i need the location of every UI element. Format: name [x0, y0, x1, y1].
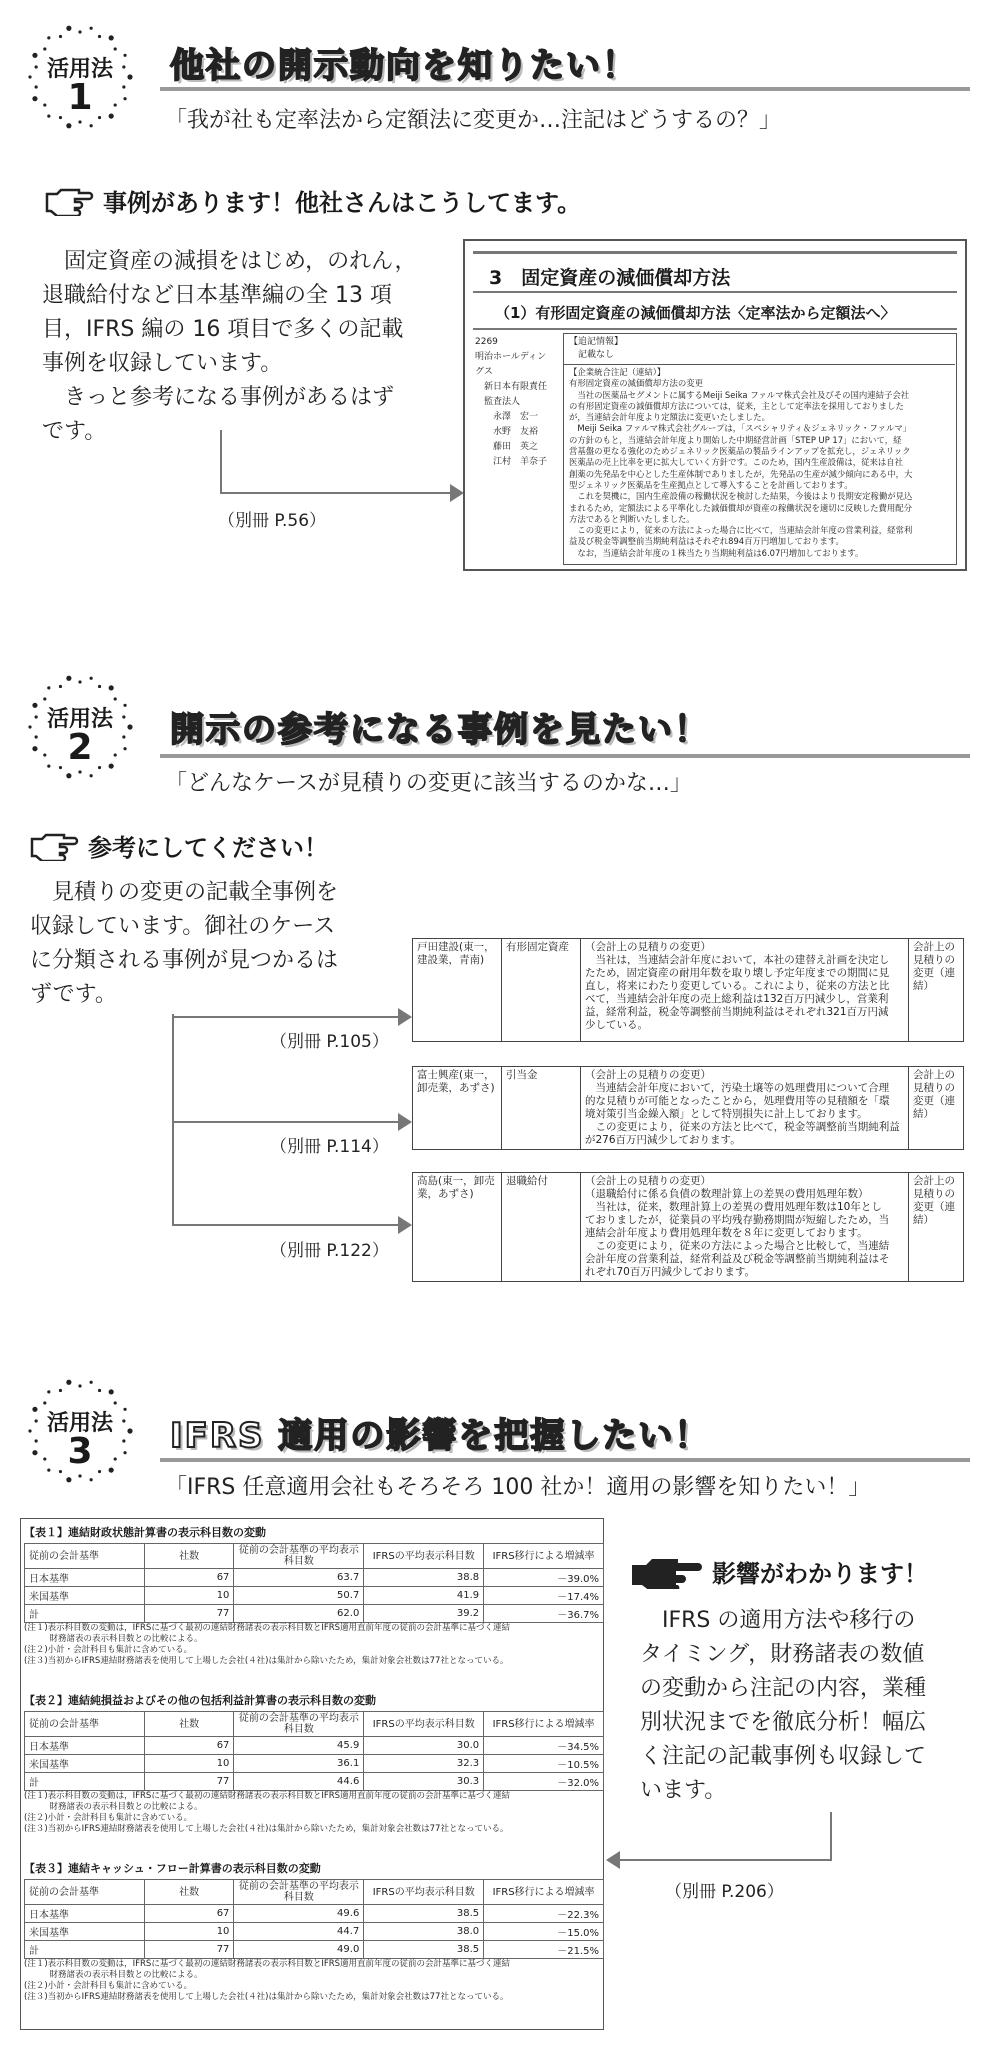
table-cell: 10 [144, 1755, 234, 1773]
case-line: この変更により，従来の方法と比べて，税金等調整前当期純利益 [585, 1121, 900, 1133]
column-header: 従前の会計基準の平均表示科目数 [234, 1712, 364, 1737]
table-cell: 44.7 [234, 1923, 364, 1941]
column-header: IFRS移行による増減率 [484, 1712, 604, 1737]
note-line: 営基盤の更なる強化のためジェネリック医薬品の製品ラインアップを拡充し，ジェネリック [569, 446, 911, 457]
table-cell: －22.3% [484, 1905, 604, 1923]
table-cell: 36.1 [234, 1755, 364, 1773]
table-notes [24, 1959, 604, 2003]
column-header: IFRSの平均表示科目数 [364, 1880, 484, 1905]
body-line: 退職給付など日本基準編の全 13 項 [42, 283, 392, 308]
table-cell: 50.7 [234, 1587, 364, 1605]
table-cell: 77 [144, 1941, 234, 1959]
case-line: ておりましたが，従業員の平均残存勤務期間が短縮したため，当 [585, 1214, 890, 1226]
table-cell: 67 [144, 1905, 234, 1923]
table-cell: 38.5 [364, 1905, 484, 1923]
badge-3 [25, 1376, 135, 1486]
stat-table [24, 1711, 604, 1791]
table-cell: 41.9 [364, 1587, 484, 1605]
note-line: (注１)表示科目数の変動は，IFRSに基づく最初の連結財務諸表の表示科目数とIFRS適用直前年度の従前の会計基準に基づく連結 [24, 1959, 511, 1969]
table-cell: 30.3 [364, 1773, 484, 1791]
connector-line [172, 1224, 400, 1226]
note-line: 益及び税金等調整前当期純利益はそれぞれ894百万円増加しております。 [569, 536, 844, 547]
table-cell: 米国基準 [25, 1587, 145, 1605]
connector-line [220, 492, 452, 494]
company-line: 永澤 宏一 [475, 412, 539, 422]
case-item: 有形固定資産 [502, 939, 581, 1042]
case-line: 当連結会計年度において，汚染土壌等の処理費用について合理 [585, 1082, 890, 1094]
connector-line [620, 1859, 832, 1861]
starburst-dot [66, 676, 71, 681]
section-heading: IFRS 適用の影響を把握したい！ [170, 1416, 711, 1456]
table-cell: －10.5% [484, 1755, 604, 1773]
note-line: この変更により，従来の方法によった場合に比べて，当連結会計年度の営業利益，経常利 [569, 525, 913, 536]
table-title: 【表２】連結純損益およびその他の包括利益計算書の表示科目数の変動 [24, 1694, 376, 1707]
starburst-dot [66, 1477, 71, 1482]
table-cell: 49.0 [234, 1941, 364, 1959]
column-header: 従前の会計基準の平均表示科目数 [234, 1544, 364, 1569]
note-line: が，当連結会計年度より定額法に変更いたしました。 [569, 412, 770, 423]
section-body [640, 1604, 970, 1808]
table-cell: 計 [25, 1773, 145, 1791]
note-divider [563, 364, 955, 365]
arrow-right-icon [398, 1008, 412, 1026]
connector-line [220, 430, 222, 493]
table-cell: 米国基準 [25, 1755, 145, 1773]
table-row [25, 1941, 604, 1959]
note-line: 記載なし [569, 349, 615, 360]
starburst-dot [59, 35, 62, 38]
starburst-dot [47, 686, 50, 689]
section-quote: 「我が社も定率法から定額法に変更か…注記はどうするの？」 [165, 108, 782, 133]
table-cell: 49.6 [234, 1905, 364, 1923]
note-line: (注３)当初からIFRS連結財務諸表を使用して上場した会社(４社)は集計から除いたため，集計対象会社数は77社となっている。 [24, 1824, 509, 1834]
case-company: 高島(東一，卸売業，あずさ) [413, 1173, 502, 1282]
case-line: （会計上の見積りの変更） [585, 1069, 711, 1081]
section-heading: 開示の参考になる事例を見たい！ [170, 710, 710, 750]
page-reference: （別冊 P.105） [270, 1032, 389, 1052]
section-quote: 「どんなケースが見積りの変更に該当するのかな…」 [165, 771, 692, 796]
table-cell: 67 [144, 1569, 234, 1587]
body-line: タイミング，財務諸表の数値 [640, 1642, 925, 1667]
case-line: れぞれ70百万円減少しております。 [585, 1266, 756, 1278]
table-cell: 38.8 [364, 1569, 484, 1587]
body-line: に分類される事例が見つかるは [30, 948, 339, 973]
table-cell: 米国基準 [25, 1923, 145, 1941]
note-line: (注２)小計・会計科目も集計に含めている。 [24, 1981, 193, 1991]
page-reference: （別冊 P.56） [218, 511, 327, 531]
starburst-dot [114, 47, 117, 50]
starburst-dot [66, 1380, 71, 1385]
starburst-dot [47, 1390, 50, 1393]
case-line: 境対策引当金繰入額」として特別損失に計上しております。 [585, 1108, 868, 1120]
table-row [25, 1569, 604, 1587]
table-cell: 77 [144, 1773, 234, 1791]
table-title: 【表１】連結財政状態計算書の表示科目数の変動 [24, 1526, 266, 1539]
table-row [25, 1755, 604, 1773]
arrow-right-icon [450, 484, 464, 502]
table-cell: 30.0 [364, 1737, 484, 1755]
starburst-dot [90, 1381, 93, 1384]
starburst-dot [109, 35, 114, 40]
starburst-dot [78, 1474, 81, 1477]
column-header: 社数 [144, 1880, 234, 1905]
column-header: IFRS移行による増減率 [484, 1544, 604, 1569]
table-cell: 77 [144, 1605, 234, 1623]
body-line: 収録しています。御社のケース [30, 914, 336, 939]
company-line: 江村 羊奈子 [475, 457, 548, 467]
case-type: 会計上の見積りの変更（連結） [909, 1067, 964, 1150]
starburst-dot [59, 685, 62, 688]
company-line: グス [475, 367, 493, 377]
table-cell: 44.6 [234, 1773, 364, 1791]
arrow-left-icon [606, 1851, 620, 1869]
note-line: 有形固定資産の減価償却方法の変更 [569, 378, 703, 389]
table-header-row [25, 1712, 604, 1737]
starburst-dot [59, 116, 62, 119]
table-cell: 38.0 [364, 1923, 484, 1941]
note-line: (注１)表示科目数の変動は，IFRSに基づく最初の連結財務諸表の表示科目数とIFRS適用直前年度の従前の会計基準に基づく連結 [24, 1791, 511, 1801]
badge-number: 2 [67, 727, 93, 768]
pointing-hand-icon [628, 1553, 704, 1589]
starburst-dot [43, 1401, 46, 1404]
pointing-hand-icon [30, 831, 80, 861]
table-cell: 67 [144, 1737, 234, 1755]
table-cell: －17.4% [484, 1587, 604, 1605]
column-header: IFRSの平均表示科目数 [364, 1544, 484, 1569]
body-line: く注記の記載事例も収録して [640, 1744, 927, 1769]
case-line: 当社は，従来，数理計算上の差異の費用処理年数は10年とし [585, 1201, 882, 1213]
case-line: が276百万円減少しております。 [585, 1134, 741, 1146]
subheading-text: 参考にしてください！ [88, 834, 328, 862]
starburst-dot [90, 124, 93, 127]
starburst-dot [59, 1470, 62, 1473]
case-company: 富士興産(東一，卸売業，あずさ) [413, 1067, 502, 1150]
badge-number: 3 [67, 1431, 93, 1472]
note-line: の方針のもと，当連結会計年度より開始した中期経営計画「STEP UP 17」において，経 [569, 434, 902, 445]
body-line: います。 [640, 1778, 727, 1803]
example-excerpt [463, 239, 967, 571]
starburst-dot [98, 35, 101, 38]
body-line: 固定資産の減損をはじめ，のれん， [42, 249, 417, 274]
note-line: (注３)当初からIFRS連結財務諸表を使用して上場した会社(４社)は集計から除いたため，集計対象会社数は77社となっている。 [24, 1656, 509, 1666]
starburst-dot [90, 27, 93, 30]
case-line: （会計上の見積りの変更） [585, 1175, 711, 1187]
excerpt-title: 3 固定資産の減価償却方法 [489, 267, 731, 289]
page-reference: （別冊 P.122） [270, 1241, 389, 1261]
body-line: です。 [42, 419, 107, 444]
company-line: 水野 友裕 [475, 427, 539, 437]
table-cell: －32.0% [484, 1773, 604, 1791]
note-line: なお，当連結会計年度の１株当たり当期純利益は6.07円増加しております。 [569, 547, 864, 558]
case-text [581, 1067, 909, 1150]
note-line: (注２)小計・会計科目も集計に含めている。 [24, 1813, 193, 1823]
subheading [45, 183, 581, 218]
column-header: 従前の会計基準の平均表示科目数 [234, 1880, 364, 1905]
case-text [581, 1173, 909, 1282]
body-line: の変動から注記の内容，業種 [640, 1676, 927, 1701]
note-line: 財務諸表の表示科目数との比較による。 [24, 1970, 203, 1980]
starburst-dot [98, 116, 101, 119]
note-line: 【企業統合注記（連結）】 [569, 367, 666, 377]
company-line: 監査法人 [475, 397, 521, 407]
starburst-dot [47, 36, 50, 39]
table-cell: 39.2 [364, 1605, 484, 1623]
excerpt-rule [473, 328, 957, 330]
company-line: 新日本有限責任 [475, 382, 548, 392]
case-type: 会計上の見積りの変更（連結） [909, 939, 964, 1042]
table-title: 【表３】連結キャッシュ・フロー計算書の表示科目数の変動 [24, 1862, 321, 1875]
case-line: 的な見積りが可能となったことから，処理費用等の見積額を「環 [585, 1095, 890, 1107]
column-header: IFRS移行による増減率 [484, 1880, 604, 1905]
note-line: これを契機に，国内生産設備の稼働状況を検討した結果，今後はより長期安定稼働が見込 [569, 491, 913, 502]
table-row [25, 1737, 604, 1755]
case-line: （退職給付に係る負債の数理計算上の差異の費用処理年数） [585, 1188, 869, 1200]
column-header: IFRSの平均表示科目数 [364, 1712, 484, 1737]
table-cell: －15.0% [484, 1923, 604, 1941]
badge-label: 活用法 [46, 707, 113, 732]
case-line: （会計上の見積りの変更） [585, 941, 711, 953]
table-cell: 日本基準 [25, 1569, 145, 1587]
table-cell: 32.3 [364, 1755, 484, 1773]
starburst-dot [78, 770, 81, 773]
note-line: まれるため，定額法による平準化した減価償却が資産の稼働状況を適切に反映した費用配分 [569, 502, 913, 513]
arrow-right-icon [398, 1113, 412, 1131]
note-line: 当社の医薬品セグメントに属するMeiji Seika ファルマ株式会社及びその国内連結子会社 [569, 389, 910, 400]
stat-table-3 [24, 1860, 604, 2003]
case-line: 直し，将来にわたり変更している。これにより，従来の方法と比 [585, 980, 890, 992]
case-type: 会計上の見積りの変更（連結） [909, 1173, 964, 1282]
starburst-dot [109, 685, 114, 690]
starburst-dot [90, 677, 93, 680]
table-row [25, 1587, 604, 1605]
starburst-dot [59, 1389, 62, 1392]
table-cell: －36.7% [484, 1605, 604, 1623]
starburst-dot [98, 766, 101, 769]
table-cell: 日本基準 [25, 1905, 145, 1923]
body-line: 事例を収録しています。 [42, 351, 283, 376]
table-header-row [25, 1544, 604, 1569]
body-line: 見積りの変更の記載全事例を [30, 880, 339, 905]
starburst-dot [59, 766, 62, 769]
table-cell: 10 [144, 1923, 234, 1941]
case-row [413, 1067, 964, 1150]
divider [160, 1458, 970, 1462]
table-cell: 計 [25, 1941, 145, 1959]
company-line: 明治ホールディン [475, 352, 547, 362]
company-line: 2269 [475, 337, 498, 347]
badge-number: 1 [67, 77, 93, 118]
case-table [412, 1066, 964, 1150]
excerpt-subtitle: （1）有形固定資産の減価償却方法〈定率法から定額法へ〉 [495, 304, 896, 322]
section-body [42, 245, 442, 449]
divider [160, 87, 970, 91]
column-header: 従前の会計基準 [25, 1544, 145, 1569]
connector-line [830, 1812, 832, 1860]
table-notes [24, 1623, 604, 1667]
case-row [413, 1173, 964, 1282]
subheading-text: 事例があります！他社さんはこうしてます。 [103, 189, 582, 217]
column-header: 従前の会計基準 [25, 1712, 145, 1737]
stat-table-1 [24, 1524, 604, 1667]
column-header: 社数 [144, 1544, 234, 1569]
note-line: (注２)小計・会計科目も集計に含めている。 [24, 1645, 193, 1655]
table-header-row [25, 1880, 604, 1905]
note-line: 型ジェネリック医薬品を生産拠点として導入することを計画しております。 [569, 479, 853, 490]
table-notes [24, 1791, 604, 1835]
starburst-dot [43, 697, 46, 700]
starburst-dot [90, 1478, 93, 1481]
note-line: 財務諸表の表示科目数との比較による。 [24, 1802, 203, 1812]
connector-line [172, 1121, 400, 1123]
starburst-dot [66, 26, 71, 31]
stat-table [24, 1879, 604, 1959]
divider [160, 754, 970, 758]
connector-line [172, 1014, 174, 1226]
section-quote: 「IFRS 任意適用会社もそろそろ 100 社か！適用の影響を知りたい！」 [165, 1475, 871, 1500]
case-item: 引当金 [502, 1067, 581, 1150]
note-line: Meiji Seika ファルマ株式会社グループは，「スペシャリティ＆ジェネリック・ファルマ」 [569, 423, 912, 434]
case-line: 当社は，当連結会計年度において，本社の建替え計画を決定し [585, 954, 890, 966]
table-cell: 45.9 [234, 1737, 364, 1755]
pointing-hand-icon [45, 186, 95, 216]
starburst-dot [114, 1401, 117, 1404]
section-heading: 他社の開示動向を知りたい！ [170, 46, 638, 86]
body-line: きっと参考になる事例があるはず [42, 385, 395, 410]
column-header: 従前の会計基準 [25, 1880, 145, 1905]
starburst-dot [78, 680, 81, 683]
table-cell: 38.5 [364, 1941, 484, 1959]
column-header: 社数 [144, 1712, 234, 1737]
case-line: 少している。 [585, 1019, 648, 1031]
excerpt-rule [473, 251, 957, 254]
case-line: 連結会計年度より費用処理年数を８年に変更しております。 [585, 1227, 868, 1239]
company-column [475, 335, 555, 470]
starburst-dot [43, 47, 46, 50]
case-table [412, 1172, 964, 1282]
table-row [25, 1605, 604, 1623]
page-reference: （別冊 P.114） [270, 1137, 389, 1157]
case-company: 戸田建設(東一，建設業，青南) [413, 939, 502, 1042]
starburst-dot [98, 1470, 101, 1473]
starburst-dot [114, 697, 117, 700]
starburst-dot [109, 1389, 114, 1394]
note-line: 【追記情報】 [569, 337, 624, 347]
starburst-dot [78, 30, 81, 33]
excerpt-rule [473, 291, 957, 293]
table-cell: 10 [144, 1587, 234, 1605]
case-table [412, 938, 964, 1042]
starburst-dot [98, 1389, 101, 1392]
case-line: この変更により，従来の方法によった場合と比較して，当連結 [585, 1240, 890, 1252]
table-row [25, 1773, 604, 1791]
note-line: 財務諸表の表示科目数との比較による。 [24, 1634, 203, 1644]
table-cell: －21.5% [484, 1941, 604, 1959]
body-line: 別状況までを徹底分析！幅広 [640, 1710, 927, 1735]
case-row [413, 939, 964, 1042]
case-line: べて，当連結会計年度の売上総利益は132百万円減少し，営業利 [585, 993, 889, 1005]
subheading-text: 影響がわかります！ [712, 1559, 928, 1588]
table-cell: 日本基準 [25, 1737, 145, 1755]
starburst-dot [66, 123, 71, 128]
body-line: ずです。 [30, 982, 117, 1007]
badge-label: 活用法 [46, 57, 113, 82]
case-item: 退職給付 [502, 1173, 581, 1282]
starburst-dot [90, 774, 93, 777]
note-line: 医薬品の売上比率を更に拡大していく方針です。このため，国内生産設備は，従来は自社 [569, 457, 903, 468]
case-text [581, 939, 909, 1042]
case-line: 会計年度の営業利益，経常利益及び税金等調整前当期純利益はそ [585, 1253, 890, 1265]
note-body [569, 367, 953, 559]
note-line: 方法であると判断いたしました。 [569, 513, 695, 524]
note-top [569, 336, 623, 361]
badge-2 [25, 672, 135, 782]
note-line: 創薬の先発品を中心とした生産体制でありましたが，先発品の生産が減少傾向にある中，大 [569, 468, 913, 479]
case-line: 益，経常利益，税金等調整前当期純利益はそれぞれ321百万円減 [585, 1006, 889, 1018]
subheading [30, 828, 328, 863]
starburst-dot [78, 120, 81, 123]
badge-1 [25, 22, 135, 132]
table-row [25, 1905, 604, 1923]
body-line: 目，IFRS 編の 16 項目で多くの記載 [42, 317, 404, 342]
table-row [25, 1923, 604, 1941]
connector-line [172, 1016, 400, 1018]
stat-table [24, 1543, 604, 1623]
badge-label: 活用法 [46, 1411, 113, 1436]
case-line: たため，固定資産の耐用年数を取り壊し予定年度までの期間に見 [585, 967, 890, 979]
note-line: (注１)表示科目数の変動は，IFRSに基づく最初の連結財務諸表の表示科目数とIFRS適用直前年度の従前の会計基準に基づく連結 [24, 1623, 511, 1633]
page-reference: （別冊 P.206） [665, 1882, 784, 1902]
section-body [30, 876, 370, 1012]
note-line: (注３)当初からIFRS連結財務諸表を使用して上場した会社(４社)は集計から除いたため，集計対象会社数は77社となっている。 [24, 1992, 509, 2002]
company-line: 藤田 英之 [475, 442, 539, 452]
table-cell: －34.5% [484, 1737, 604, 1755]
note-line: の有形固定資産の減価償却方法については，従来，主として定率法を採用しておりました [569, 400, 904, 411]
starburst-dot [66, 773, 71, 778]
table-cell: 62.0 [234, 1605, 364, 1623]
starburst-dot [98, 685, 101, 688]
table-cell: －39.0% [484, 1569, 604, 1587]
body-line: IFRS の適用方法や移行の [640, 1608, 916, 1633]
stat-table-2 [24, 1692, 604, 1835]
subheading [628, 1553, 928, 1589]
table-cell: 計 [25, 1605, 145, 1623]
starburst-dot [78, 1384, 81, 1387]
arrow-right-icon [398, 1216, 412, 1234]
table-cell: 63.7 [234, 1569, 364, 1587]
